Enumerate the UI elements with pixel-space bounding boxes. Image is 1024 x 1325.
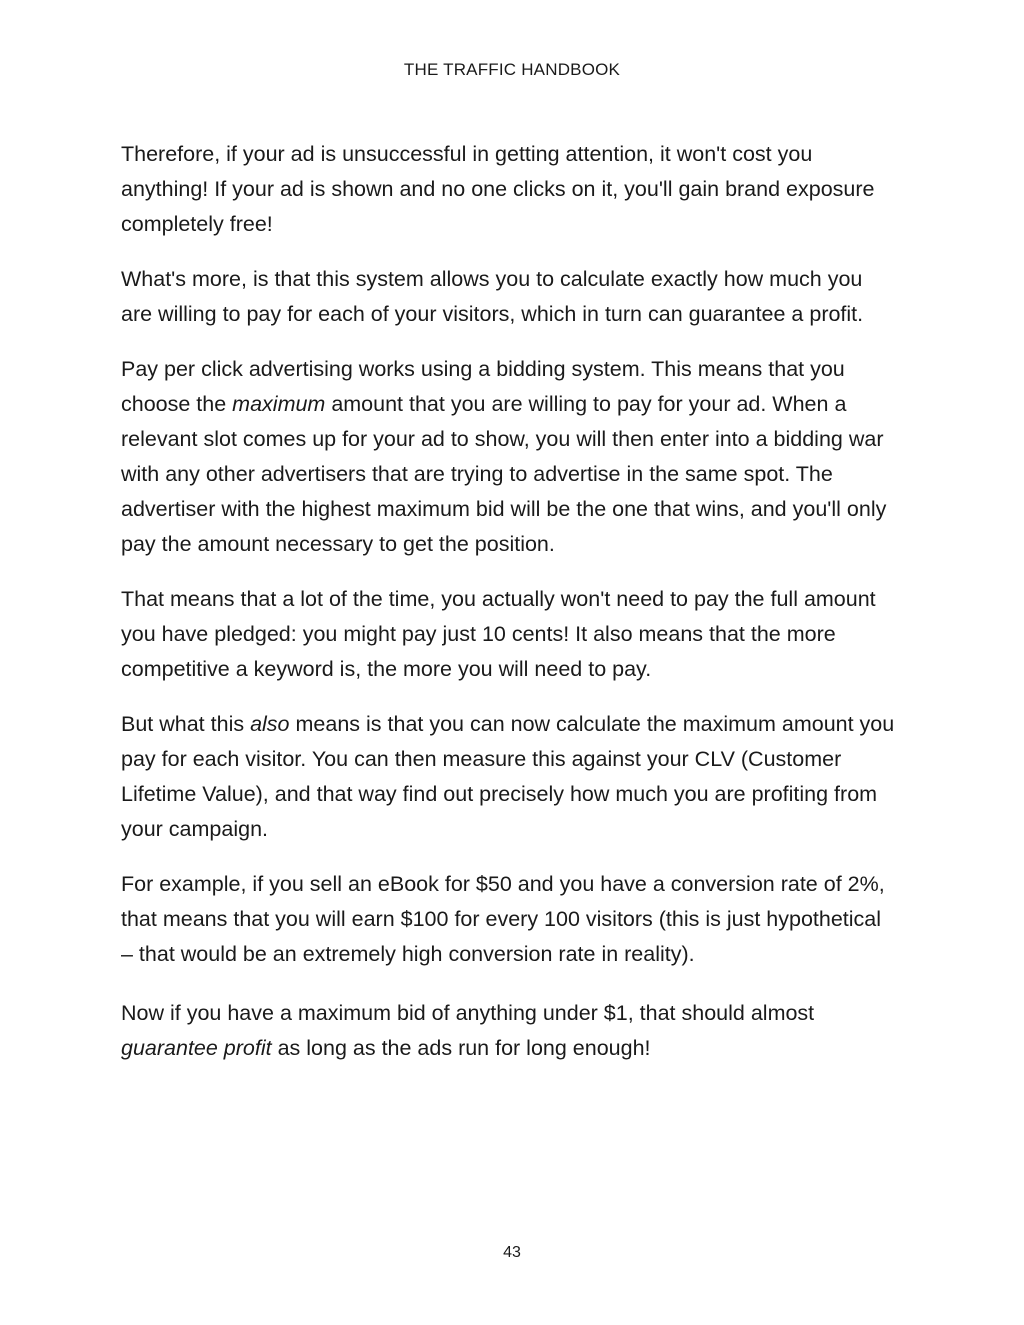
paragraph-example: For example, if you sell an eBook for $50 and you have a conversion rate of 2%, that means that you will earn $100 for every 100 visitors (this is just hypothetical – that would be an extremely high conversion rate in reality).	[121, 872, 885, 966]
paragraph-guarantee-profit	[121, 996, 896, 1066]
paragraph-bidding-system	[121, 352, 896, 562]
page-body	[121, 137, 896, 1086]
paragraph-clv	[121, 707, 896, 847]
paragraph-pledged-amount: That means that a lot of the time, you actually won't need to pay the full amount you have pledged: you might pay just 10 cents! It also means that the more competitive a keyword is, the more you will need to pay.	[121, 587, 876, 681]
page-number: 43	[503, 1244, 521, 1261]
running-header: THE TRAFFIC HANDBOOK	[403, 60, 621, 79]
paragraph-text-before: But what this	[121, 712, 251, 736]
paragraph-text-after: amount that you are willing to pay for your ad. When a relevant slot comes up for your ad to show, you will then enter into a bidding war with any other advertisers that are trying to advertise in the same spot. The advertiser with the highest maximum bid will be the one that wins, and you'll only pay the amount necessary to get the position.	[121, 392, 887, 556]
emphasis-text: also	[250, 712, 290, 736]
paragraph-text-before: Now if you have a maximum bid of anything under $1, that should almost	[121, 1001, 815, 1025]
emphasis-text: guarantee profit	[121, 1036, 272, 1060]
paragraph-text-after: means is that you can now calculate the maximum amount you pay for each visitor. You can then measure this against your CLV (Customer Lifetime Value), and that way find out precisely how much you are profiting from your campaign.	[121, 712, 895, 841]
paragraph-ppc-free-exposure: Therefore, if your ad is unsuccessful in getting attention, it won't cost you anything! If your ad is shown and no one clicks on it, you'll gain brand exposure completely free!	[121, 142, 875, 236]
paragraph-calculate-cost: What's more, is that this system allows you to calculate exactly how much you are willing to pay for each of your visitors, which in turn can guarantee a profit.	[121, 267, 864, 326]
paragraph-text-after: as long as the ads run for long enough!	[271, 1036, 651, 1060]
emphasis-text: maximum	[232, 392, 326, 416]
paragraph-text-before: Pay per click advertising works using a bidding system. This means that you choose the	[121, 357, 845, 416]
